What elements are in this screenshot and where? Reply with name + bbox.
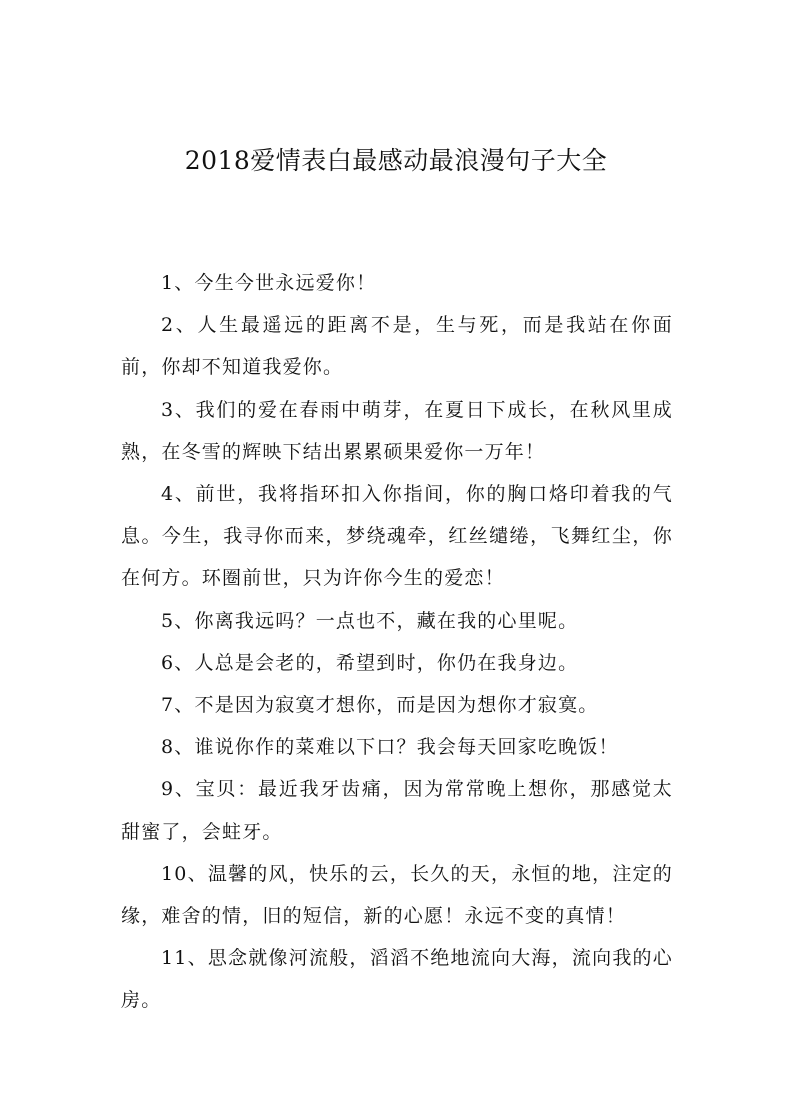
paragraph-3: 3、我们的爱在春雨中萌芽，在夏日下成长，在秋风里成熟，在冬雪的辉映下结出累累硕果爱你一万年！: [121, 398, 673, 463]
paragraph-2: 2、人生最遥远的距离不是，生与死，而是我站在你面前，你却不知道我爱你。: [121, 314, 673, 379]
paragraph-4: 4、前世，我将指环扣入你指间，你的胸口烙印着我的气息。今生，我寻你而来，梦绕魂牵，红丝缱绻，飞舞红尘，你在何方。环圈前世，只为许你今生的爱恋！: [121, 483, 673, 590]
paragraph-9: 9、宝贝：最近我牙齿痛，因为常常晚上想你，那感觉太甜蜜了，会蛀牙。: [121, 778, 673, 843]
paragraph-8: 8、谁说你作的菜难以下口？我会每天回家吃晚饭！: [161, 736, 619, 759]
paragraph-7: 7、不是因为寂寞才想你，而是因为想你才寂寞。: [161, 694, 599, 717]
document-body: [121, 262, 673, 1022]
paragraph-5: 5、你离我远吗？一点也不，藏在我的心里呢。: [161, 609, 579, 632]
document-title: 2018爱情表白最感动最浪漫句子大全: [184, 146, 608, 175]
paragraph-10: 10、温馨的风，快乐的云，长久的天，永恒的地，注定的缘，难舍的情，旧的短信，新的心愿！永远不变的真情！: [121, 862, 673, 928]
paragraph-6: 6、人总是会老的，希望到时，你仍在我身边。: [161, 651, 579, 674]
paragraph-1: 1、今生今世永远爱你！: [161, 272, 377, 294]
paragraph-11: 11、思念就像河流般，滔滔不绝地流向大海，流向我的心房。: [121, 947, 673, 1012]
